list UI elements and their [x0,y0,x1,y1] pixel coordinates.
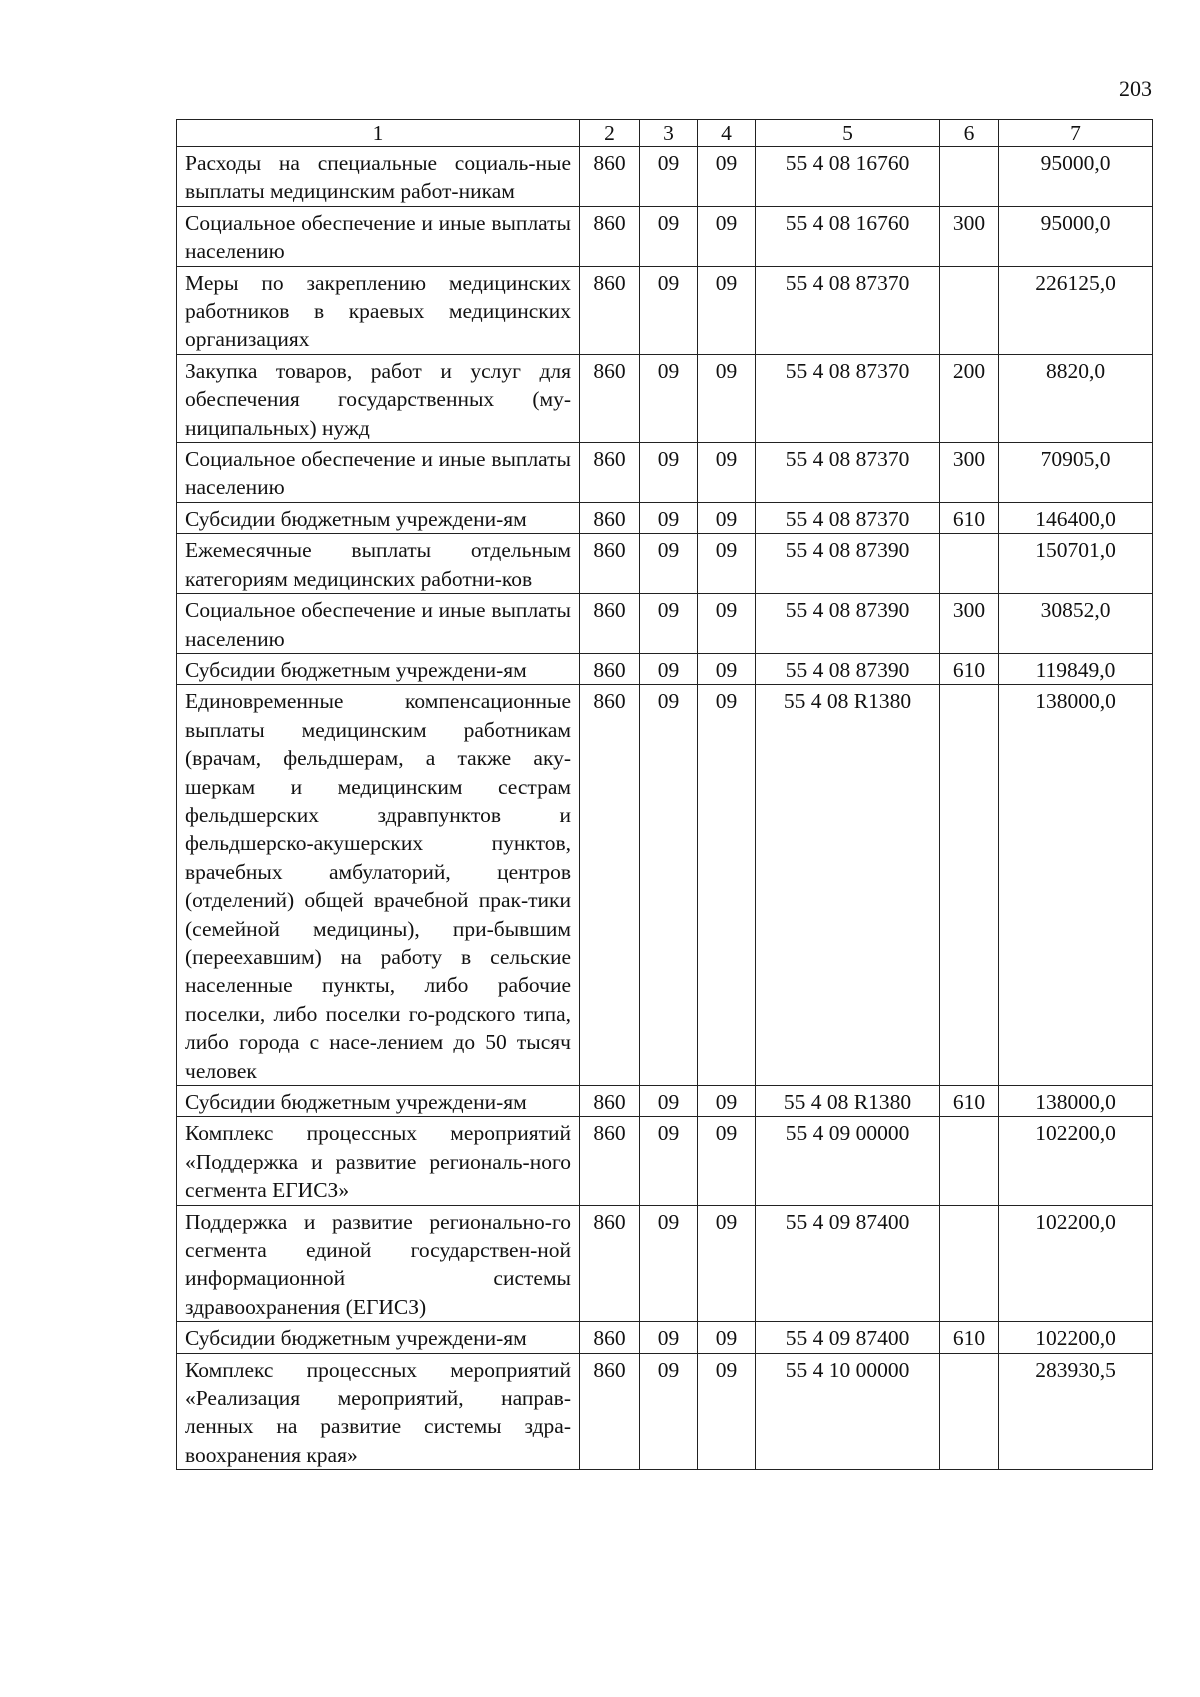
expense-type-cell [940,147,999,207]
page-number: 203 [1119,76,1152,101]
subsection-code-cell: 09 [698,206,756,266]
section-code-cell: 09 [640,443,698,503]
expense-type-cell [940,1353,999,1470]
ministry-code-cell: 860 [580,354,640,442]
target-article-cell: 55 4 08 87370 [756,443,940,503]
amount-cell: 102200,0 [999,1322,1153,1353]
amount-cell: 138000,0 [999,685,1153,1086]
subsection-code-cell: 09 [698,266,756,354]
ministry-code-cell: 860 [580,1205,640,1322]
expense-type-cell [940,534,999,594]
row-name-cell: Субсидии бюджетным учреждени-ям [177,1322,580,1353]
expense-type-cell: 610 [940,502,999,533]
row-name-cell: Социальное обеспечение и иные выплаты населению [177,594,580,654]
header-cell: 5 [756,120,940,147]
target-article-cell: 55 4 08 87390 [756,653,940,684]
subsection-code-cell: 09 [698,594,756,654]
ministry-code-cell: 860 [580,534,640,594]
expense-type-cell: 300 [940,594,999,654]
header-row [177,120,1153,147]
target-article-cell: 55 4 08 16760 [756,206,940,266]
section-code-cell: 09 [640,206,698,266]
ministry-code-cell: 860 [580,1353,640,1470]
subsection-code-cell: 09 [698,653,756,684]
target-article-cell: 55 4 08 R1380 [756,685,940,1086]
expense-type-cell: 300 [940,443,999,503]
target-article-cell: 55 4 08 16760 [756,147,940,207]
row-name-cell: Субсидии бюджетным учреждени-ям [177,653,580,684]
row-name-cell: Субсидии бюджетным учреждени-ям [177,1086,580,1117]
amount-cell: 102200,0 [999,1205,1153,1322]
amount-cell: 95000,0 [999,206,1153,266]
expense-type-cell: 300 [940,206,999,266]
expense-type-cell: 610 [940,1086,999,1117]
subsection-code-cell: 09 [698,147,756,207]
target-article-cell: 55 4 08 87370 [756,354,940,442]
section-code-cell: 09 [640,685,698,1086]
expense-type-cell [940,1117,999,1205]
target-article-cell: 55 4 08 87390 [756,534,940,594]
subsection-code-cell: 09 [698,1353,756,1470]
expense-type-cell [940,1205,999,1322]
target-article-cell: 55 4 08 R1380 [756,1086,940,1117]
section-code-cell: 09 [640,266,698,354]
ministry-code-cell: 860 [580,206,640,266]
section-code-cell: 09 [640,594,698,654]
header-cell: 1 [177,120,580,147]
subsection-code-cell: 09 [698,443,756,503]
table-row [177,1117,1153,1205]
ministry-code-cell: 860 [580,443,640,503]
table-row [177,206,1153,266]
row-name-cell: Закупка товаров, работ и услуг для обеспечения государственных (му-ниципальных) нужд [177,354,580,442]
subsection-code-cell: 09 [698,1117,756,1205]
budget-table [176,119,1153,1470]
amount-cell: 283930,5 [999,1353,1153,1470]
row-name-cell: Расходы на специальные социаль-ные выплаты медицинским работ-никам [177,147,580,207]
expense-type-cell: 200 [940,354,999,442]
expense-type-cell [940,685,999,1086]
target-article-cell: 55 4 08 87370 [756,502,940,533]
amount-cell: 150701,0 [999,534,1153,594]
ministry-code-cell: 860 [580,653,640,684]
header-cell: 4 [698,120,756,147]
table-row [177,1353,1153,1470]
amount-cell: 70905,0 [999,443,1153,503]
ministry-code-cell: 860 [580,1322,640,1353]
row-name-cell: Ежемесячные выплаты отдельным категориям медицинских работни-ков [177,534,580,594]
expense-type-cell [940,266,999,354]
table-row [177,685,1153,1086]
row-name-cell: Меры по закреплению медицинских работников в краевых медицинских организациях [177,266,580,354]
ministry-code-cell: 860 [580,1117,640,1205]
table-row [177,147,1153,207]
amount-cell: 30852,0 [999,594,1153,654]
ministry-code-cell: 860 [580,1086,640,1117]
ministry-code-cell: 860 [580,594,640,654]
table-row [177,266,1153,354]
row-name-cell: Социальное обеспечение и иные выплаты населению [177,206,580,266]
row-name-cell: Поддержка и развитие регионально-го сегмента единой государствен-ной информационной системы здравоохранения (ЕГИСЗ) [177,1205,580,1322]
header-cell: 7 [999,120,1153,147]
table-row [177,534,1153,594]
section-code-cell: 09 [640,1353,698,1470]
section-code-cell: 09 [640,1322,698,1353]
subsection-code-cell: 09 [698,1322,756,1353]
table-row [177,1086,1153,1117]
row-name-cell: Социальное обеспечение и иные выплаты населению [177,443,580,503]
subsection-code-cell: 09 [698,1205,756,1322]
ministry-code-cell: 860 [580,502,640,533]
table-row [177,594,1153,654]
subsection-code-cell: 09 [698,502,756,533]
header-cell: 6 [940,120,999,147]
table-row [177,1205,1153,1322]
ministry-code-cell: 860 [580,685,640,1086]
amount-cell: 95000,0 [999,147,1153,207]
target-article-cell: 55 4 10 00000 [756,1353,940,1470]
section-code-cell: 09 [640,147,698,207]
target-article-cell: 55 4 09 87400 [756,1322,940,1353]
amount-cell: 102200,0 [999,1117,1153,1205]
amount-cell: 226125,0 [999,266,1153,354]
section-code-cell: 09 [640,653,698,684]
ministry-code-cell: 860 [580,266,640,354]
subsection-code-cell: 09 [698,534,756,594]
target-article-cell: 55 4 08 87370 [756,266,940,354]
table-row [177,354,1153,442]
row-name-cell: Единовременные компенсационные выплаты медицинским работникам (врачам, фельдшерам, а также аку-шеркам и медицинским сестрам фельдшерских здравпунктов и фельдшерско-акушерских пунктов, врачебных амбулаторий, центров (отделений) общей врачебной прак-тики (семейной медицины), при-бывшим (переехавшим) на работу в сельские населенные пункты, либо рабочие поселки, либо поселки го-родского типа, либо города с насе-лением до 50 тысяч человек [177,685,580,1086]
row-name-cell: Субсидии бюджетным учреждени-ям [177,502,580,533]
subsection-code-cell: 09 [698,1086,756,1117]
amount-cell: 8820,0 [999,354,1153,442]
table-row [177,502,1153,533]
target-article-cell: 55 4 08 87390 [756,594,940,654]
section-code-cell: 09 [640,1086,698,1117]
target-article-cell: 55 4 09 00000 [756,1117,940,1205]
section-code-cell: 09 [640,354,698,442]
ministry-code-cell: 860 [580,147,640,207]
subsection-code-cell: 09 [698,685,756,1086]
header-cell: 2 [580,120,640,147]
section-code-cell: 09 [640,1205,698,1322]
expense-type-cell: 610 [940,1322,999,1353]
section-code-cell: 09 [640,534,698,594]
header-cell: 3 [640,120,698,147]
table-body [177,147,1153,1470]
row-name-cell: Комплекс процессных мероприятий «Поддержка и развитие региональ-ного сегмента ЕГИСЗ» [177,1117,580,1205]
subsection-code-cell: 09 [698,354,756,442]
expense-type-cell: 610 [940,653,999,684]
target-article-cell: 55 4 09 87400 [756,1205,940,1322]
table-row [177,443,1153,503]
table-row [177,1322,1153,1353]
section-code-cell: 09 [640,502,698,533]
table-row [177,653,1153,684]
amount-cell: 138000,0 [999,1086,1153,1117]
amount-cell: 146400,0 [999,502,1153,533]
section-code-cell: 09 [640,1117,698,1205]
amount-cell: 119849,0 [999,653,1153,684]
row-name-cell: Комплекс процессных мероприятий «Реализация мероприятий, направ-ленных на развитие системы здра-воохранения края» [177,1353,580,1470]
